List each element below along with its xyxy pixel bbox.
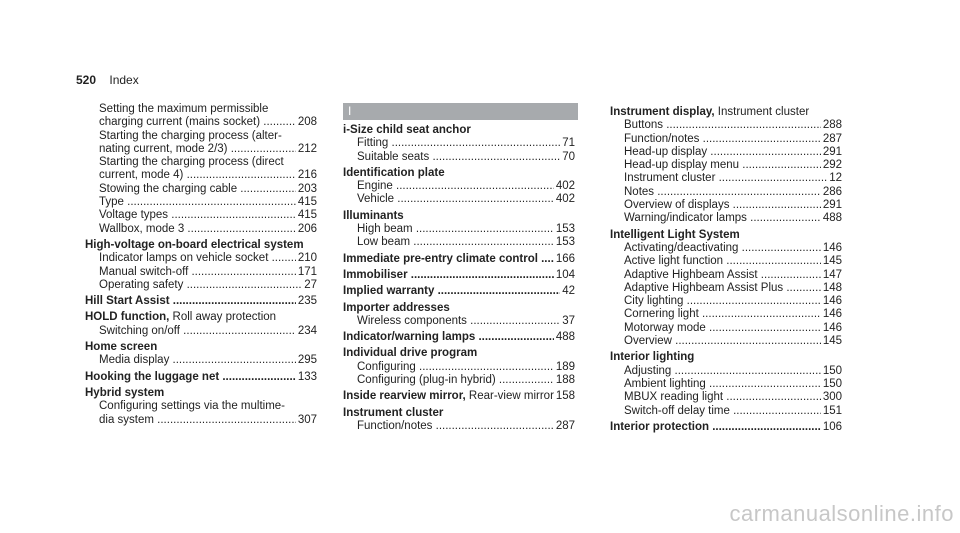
index-entry-text: Overview of displays (624, 199, 730, 212)
index-entry-text: Head-up display (624, 145, 708, 158)
index-entry-label (99, 209, 296, 222)
index-heading-label: Intelligent Light System (610, 228, 740, 241)
index-page-ref: 292 (822, 159, 842, 172)
index-heading-label: Instrument cluster (343, 406, 444, 419)
index-page-ref: 71 (562, 137, 575, 150)
index-entry-label (343, 253, 554, 266)
index-entry-text: Buttons (624, 119, 663, 132)
index-heading-label: Importer addresses (343, 301, 450, 314)
index-entry-label (99, 223, 296, 236)
index-subentry (610, 146, 842, 159)
index-page-ref: 488 (822, 212, 842, 225)
index-entry-label (624, 322, 821, 335)
index-subentry (610, 242, 842, 255)
index-entry-label (624, 405, 821, 418)
index-entry-label (357, 180, 554, 193)
index-page-ref: 188 (555, 374, 575, 387)
index-subentry-line: Setting the maximum permissible (99, 103, 269, 115)
index-heading-crossref: Instrument cluster (714, 106, 810, 118)
index-page-ref: 42 (562, 285, 575, 298)
index-subentry (85, 116, 317, 129)
index-entry-label (624, 282, 821, 295)
index-entry-label (624, 133, 821, 146)
index-entry-text: Adjusting (624, 364, 672, 377)
index-page-ref: 189 (555, 360, 575, 373)
index-entry-text: nating current, mode 2/3) (99, 142, 228, 155)
index-subentry (610, 282, 842, 295)
index-entry-text: Head-up display menu (624, 159, 740, 172)
index-subentry (343, 236, 575, 249)
index-page-ref: 106 (822, 420, 842, 433)
index-page-ref: 146 (822, 308, 842, 321)
index-subentry-line: Configuring settings via the multime- (99, 400, 285, 413)
index-entry-label (624, 255, 821, 268)
index-entry-text: City lighting (624, 295, 684, 308)
index-entry-text: Implied warranty (343, 285, 435, 298)
index-subentry (85, 252, 317, 265)
index-entry-label (624, 199, 821, 212)
index-entry-label (85, 295, 296, 308)
index-entry-text: Active light function (624, 255, 724, 268)
index-heading-label: High-voltage on-board electrical system (85, 238, 304, 251)
page-title: Index (109, 73, 139, 87)
index-entry-label (624, 186, 821, 199)
index-entry-label (357, 361, 554, 374)
index-subentry (343, 137, 575, 150)
index-entry-label (99, 414, 296, 427)
index-page-ref: 171 (297, 265, 317, 278)
index-subentry (610, 172, 842, 185)
index-page-ref: 415 (297, 209, 317, 222)
index-page-ref: 151 (822, 404, 842, 417)
index-page-ref: 415 (297, 196, 317, 209)
index-subentry (610, 199, 842, 212)
index-subentry (610, 365, 842, 378)
index-page-ref: 212 (297, 142, 317, 155)
index-entry-text: Indicator lamps on vehicle socket (99, 252, 269, 265)
index-entry-label (343, 390, 554, 403)
index-heading-label: Individual drive program (343, 347, 478, 360)
index-page-ref: 145 (822, 335, 842, 348)
section-letter-bar: I (343, 103, 578, 120)
index-heading (343, 407, 575, 420)
index-subentry (610, 405, 842, 418)
index-entry-text: Stowing the charging cable (99, 182, 238, 195)
index-page-ref: 146 (822, 241, 842, 254)
index-page-ref: 133 (297, 370, 317, 383)
index-heading-entry (343, 331, 575, 344)
index-entry-text: Adaptive Highbeam Assist (624, 268, 758, 281)
index-page-ref: 235 (297, 295, 317, 308)
index-subentry (610, 133, 842, 146)
index-subentry (610, 308, 842, 321)
index-entry-label (357, 374, 554, 387)
index-subentry (343, 374, 575, 387)
index-entry-text: Indicator/warning lamps (343, 331, 476, 344)
index-entry-text: Cornering light (624, 308, 699, 321)
index-subentry (610, 119, 842, 132)
index-subentry (610, 159, 842, 172)
index-subentry (610, 255, 842, 268)
index-page-ref: 234 (297, 324, 317, 337)
index-page-ref: 145 (822, 255, 842, 268)
index-subentry (85, 414, 317, 427)
index-entry-label (624, 295, 821, 308)
index-page-ref: 37 (562, 314, 575, 327)
index-subentry (343, 193, 575, 206)
index-entry-label (99, 143, 296, 156)
index-subentry (343, 180, 575, 193)
index-entry-label (357, 151, 560, 164)
index-subentry (610, 391, 842, 404)
index-heading (610, 106, 842, 119)
index-entry-label (343, 285, 560, 298)
index-heading-entry (343, 285, 575, 298)
index-entry-text: Adaptive Highbeam Assist Plus (624, 281, 784, 294)
index-entry-label (357, 315, 560, 328)
index-subentry (85, 223, 317, 236)
index-entry-label (624, 119, 821, 132)
index-heading (610, 351, 842, 364)
index-heading (343, 210, 575, 223)
index-subentry (343, 315, 575, 328)
index-entry-text: dia system (99, 413, 154, 426)
index-page-ref: 402 (555, 180, 575, 193)
index-heading (85, 311, 317, 324)
index-entry-text: Ambient lighting (624, 377, 706, 390)
index-entry-text: Voltage types (99, 209, 169, 222)
index-heading-entry (85, 295, 317, 308)
index-entry-label (99, 116, 296, 129)
index-entry-label (624, 159, 821, 172)
index-entry-label (99, 169, 296, 182)
index-entry-text: Overview (624, 335, 672, 348)
index-entry-text: Hooking the luggage net (85, 370, 220, 383)
index-heading-label: Identification plate (343, 166, 445, 179)
index-heading-entry (85, 371, 317, 384)
index-subentry-line: Starting the charging process (direct (99, 156, 284, 169)
index-subentry-line: Starting the charging process (alter- (99, 129, 282, 142)
index-entry-text: Switching on/off (99, 324, 180, 337)
index-subentry (85, 169, 317, 182)
index-heading-crossref: Roll away protection (169, 311, 277, 324)
index-page-ref: 27 (304, 278, 317, 291)
index-entry-label (343, 331, 554, 344)
index-heading (610, 229, 842, 242)
index-entry-label (357, 223, 554, 236)
index-heading-label: Hybrid system (85, 386, 165, 399)
index-entry-text: Type (99, 196, 124, 209)
index-heading-label: Illuminants (343, 209, 404, 222)
index-subentry (85, 266, 317, 279)
index-heading-entry (343, 390, 575, 403)
index-entry-text: Inside rearview mirror, (343, 390, 466, 403)
index-entry-text: charging current (mains socket) (99, 116, 261, 129)
index-heading (85, 387, 317, 400)
index-entry-text: current, mode 4) (99, 169, 184, 182)
index-entry-label (624, 146, 821, 159)
index-entry-crossref: Rear-view mirror (465, 390, 554, 403)
watermark: carmanualsonline.info (729, 501, 954, 526)
index-page-ref: 153 (555, 236, 575, 249)
index-page-ref: 291 (822, 199, 842, 212)
index-subentry (610, 378, 842, 391)
index-entry-text: Interior protection (610, 420, 710, 433)
index-subentry (610, 322, 842, 335)
page-header (76, 73, 139, 87)
index-entry-label (99, 252, 296, 265)
index-subentry (85, 279, 317, 292)
index-page-ref: 300 (822, 391, 842, 404)
index-subentry (343, 361, 575, 374)
index-entry-text: Function/notes (624, 132, 700, 145)
index-page-ref: 287 (822, 132, 842, 145)
index-heading-label: HOLD function, (85, 311, 170, 324)
index-entry-text: Switch-off delay time (624, 404, 730, 417)
index-entry-label (99, 266, 296, 279)
index-page-ref: 307 (297, 413, 317, 426)
index-entry-label (624, 269, 821, 282)
index-page-ref: 150 (822, 364, 842, 377)
index-heading (85, 239, 317, 252)
index-page-ref: 488 (555, 331, 575, 344)
index-page-ref: 295 (297, 354, 317, 367)
index-entry-text: Immediate pre-entry climate control (343, 252, 538, 265)
index-entry-label (99, 354, 296, 367)
index-heading-entry (610, 421, 842, 434)
index-page-ref: 216 (297, 169, 317, 182)
index-entry-label (624, 335, 821, 348)
index-subentry (610, 295, 842, 308)
index-entry-text: Configuring (plug-in hybrid) (357, 374, 496, 387)
index-entry-text: Function/notes (357, 419, 433, 432)
index-heading (343, 167, 575, 180)
index-subentry (343, 420, 575, 433)
index-entry-label (624, 212, 821, 225)
index-heading (343, 124, 575, 137)
index-page-ref: 148 (822, 281, 842, 294)
index-page-ref: 166 (555, 252, 575, 265)
index-subentry (85, 354, 317, 367)
index-entry-label (99, 196, 296, 209)
index-heading (343, 347, 575, 360)
index-subentry (85, 209, 317, 222)
index-entry-text: Immobiliser (343, 268, 408, 281)
index-entry-label (624, 391, 821, 404)
index-entry-label (624, 365, 821, 378)
index-entry-label (99, 325, 296, 338)
index-subentry (610, 335, 842, 348)
index-entry-text: Fitting (357, 137, 389, 150)
index-entry-label (624, 308, 821, 321)
index-page-ref: 150 (822, 377, 842, 390)
index-entry-label (357, 236, 554, 249)
page-number: 520 (76, 73, 97, 87)
index-entry-text: High beam (357, 223, 413, 236)
index-page-ref: 70 (562, 150, 575, 163)
index-subentry (85, 183, 317, 196)
index-column-2-rows (343, 124, 575, 433)
index-subentry (343, 223, 575, 236)
index-entry-text: Suitable seats (357, 150, 430, 163)
index-heading-label: Instrument display, (610, 106, 715, 118)
index-page-ref: 287 (555, 419, 575, 432)
index-entry-text: Vehicle (357, 193, 395, 206)
index-entry-text: Media display (99, 354, 170, 367)
index-subentry (610, 269, 842, 282)
index-page-ref: 146 (822, 321, 842, 334)
index-entry-text: Warning/indicator lamps (624, 212, 747, 225)
index-entry-label (610, 421, 821, 434)
index-entry-label (357, 137, 560, 150)
index-subentry (610, 212, 842, 225)
index-page-ref: 210 (297, 252, 317, 265)
index-entry-text: Motorway mode (624, 321, 706, 334)
index-entry-text: Low beam (357, 236, 411, 249)
index-heading-label: Home screen (85, 341, 158, 354)
index-entry-label (85, 371, 296, 384)
index-column-1 (85, 103, 317, 427)
index-entry-text: Configuring (357, 360, 416, 373)
index-page-ref: 153 (555, 223, 575, 236)
index-column-2 (343, 103, 575, 433)
index-page-ref: 291 (822, 145, 842, 158)
index-page-ref: 402 (555, 193, 575, 206)
index-page-ref: 203 (297, 182, 317, 195)
index-entry-label (624, 172, 827, 185)
index-entry-text: Operating safety (99, 278, 184, 291)
index-heading (85, 341, 317, 354)
index-entry-text: Notes (624, 185, 655, 198)
index-page-ref: 104 (555, 268, 575, 281)
index-entry-text: Hill Start Assist (85, 295, 170, 308)
index-page-ref: 206 (297, 222, 317, 235)
index-heading-entry (343, 253, 575, 266)
index-column-3 (610, 103, 842, 434)
index-heading (343, 302, 575, 315)
index-page-ref: 286 (822, 185, 842, 198)
index-entry-text: Wireless components (357, 314, 467, 327)
index-entry-text: MBUX reading light (624, 391, 724, 404)
index-entry-label (357, 193, 554, 206)
index-entry-label (99, 279, 302, 292)
index-entry-label (357, 420, 554, 433)
index-subentry (85, 143, 317, 156)
index-page-ref: 146 (822, 295, 842, 308)
index-subentry (343, 151, 575, 164)
index-entry-label (624, 242, 821, 255)
index-heading-label: Interior lighting (610, 351, 695, 364)
index-page-ref: 158 (555, 390, 575, 403)
index-page-ref: 208 (297, 116, 317, 129)
index-entry-text: Instrument cluster (624, 172, 716, 185)
index-entry-text: Activating/deactivating (624, 241, 739, 254)
index-entry-label (343, 269, 554, 282)
index-entry-label (99, 183, 296, 196)
index-entry-text: Manual switch-off (99, 265, 189, 278)
index-entry-label (624, 378, 821, 391)
index-subentry (85, 196, 317, 209)
index-heading-entry (343, 269, 575, 282)
index-entry-text: Engine (357, 180, 393, 193)
index-subentry (85, 325, 317, 338)
index-heading-label: i-Size child seat anchor (343, 124, 471, 136)
index-page-ref: 288 (822, 119, 842, 132)
index-page-ref: 147 (822, 268, 842, 281)
index-page-ref: 12 (829, 172, 842, 185)
index-subentry (610, 186, 842, 199)
index-entry-text: Wallbox, mode 3 (99, 222, 185, 235)
